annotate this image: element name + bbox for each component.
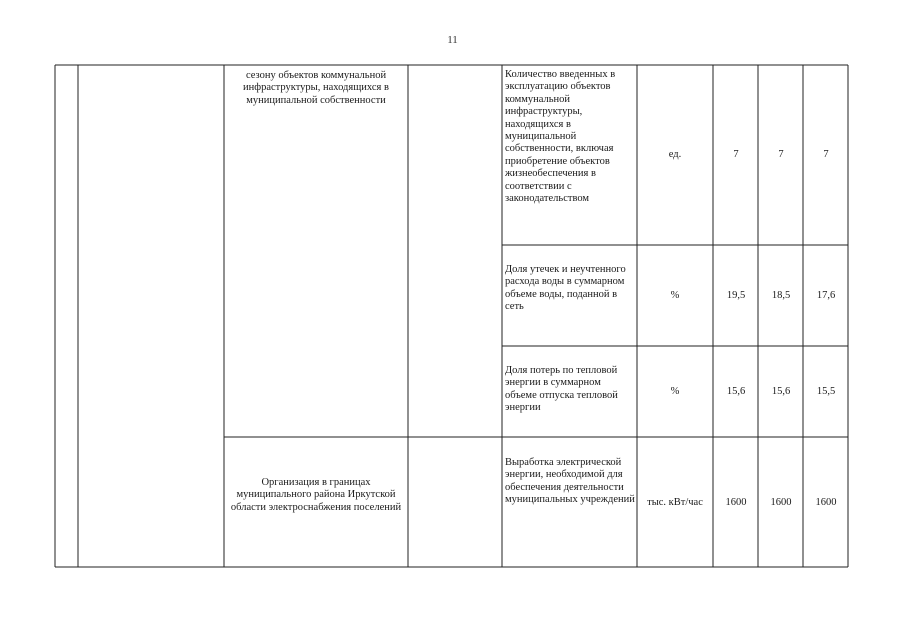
value-cell-heat-losses-3: 15,5 (816, 386, 836, 397)
indicator-cell-water-losses: Доля утечек и неучтенного расхода воды в суммарном объеме воды, поданной в сеть (505, 264, 626, 313)
page-number: 11 (447, 34, 458, 46)
value-cell-electricity-output-1: 1600 (725, 497, 747, 508)
unit-cell-heat-losses: % (670, 386, 680, 397)
unit-cell-water-losses: % (670, 290, 680, 301)
task-cell-electricity: Организация в границах муниципального района Иркутской области электроснабжения поселений (230, 477, 402, 513)
value-cell-water-losses-1: 19,5 (726, 290, 746, 301)
value-cell-heat-losses-1: 15,6 (726, 386, 746, 397)
unit-cell-commissioned-objects: ед. (668, 149, 682, 160)
value-cell-commissioned-objects-1: 7 (733, 149, 739, 160)
indicator-cell-heat-losses: Доля потерь по тепловой энергии в суммарном объеме отпуска тепловой энергии (505, 365, 618, 414)
value-cell-water-losses-3: 17,6 (816, 290, 836, 301)
value-cell-commissioned-objects-3: 7 (823, 149, 829, 160)
value-cell-electricity-output-2: 1600 (770, 497, 792, 508)
value-cell-water-losses-2: 18,5 (771, 290, 791, 301)
value-cell-commissioned-objects-2: 7 (778, 149, 784, 160)
task-cell-infrastructure: сезону объектов коммунальной инфраструктуры, находящихся в муниципальной собственности (243, 70, 389, 106)
indicator-cell-electricity-output: Выработка электрической энергии, необходимой для обеспечения деятельности муниципальных учреждений (505, 457, 635, 506)
indicator-cell-commissioned-objects: Количество введенных в эксплуатацию объектов коммунальной инфраструктуры, находящихся в муниципальной собственности, включая приобретение объектов жизнеобеспечения в соответствии с законодательством (505, 69, 616, 205)
unit-cell-electricity-output: тыс. кВт/час (647, 497, 703, 508)
value-cell-heat-losses-2: 15,6 (771, 386, 791, 397)
value-cell-electricity-output-3: 1600 (815, 497, 837, 508)
